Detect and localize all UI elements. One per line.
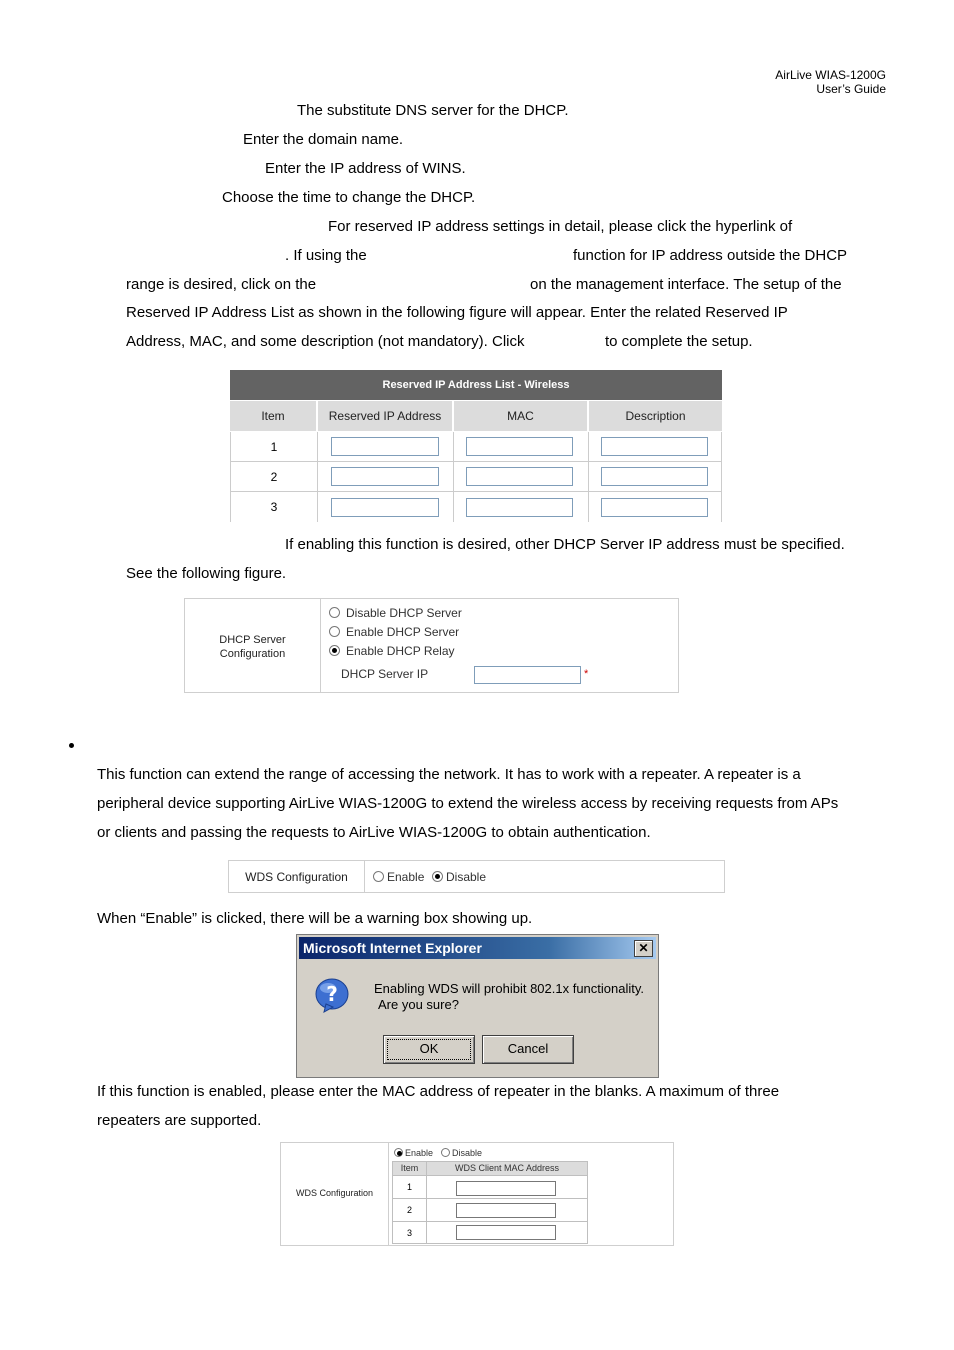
description-input[interactable] xyxy=(601,437,708,456)
col-wds-client-mac: WDS Client MAC Address xyxy=(426,1161,588,1176)
description-input[interactable] xyxy=(601,467,708,486)
required-mark: * xyxy=(584,668,589,680)
reserved-text-3a: range is desired, click on the xyxy=(126,276,317,293)
close-icon[interactable]: ✕ xyxy=(634,940,653,957)
radio-wds-enable[interactable]: Enable xyxy=(394,1147,433,1159)
mac-text-2: repeaters are supported. xyxy=(97,1112,262,1129)
reserved-ip-input[interactable] xyxy=(331,498,439,517)
radio-wds-disable[interactable]: Disable xyxy=(432,868,486,887)
dialog-message-1: Enabling WDS will prohibit 802.1x functionality. xyxy=(374,981,645,996)
description-input[interactable] xyxy=(601,498,708,517)
table-row-item: 3 xyxy=(392,1221,427,1244)
bullet-icon xyxy=(69,743,74,748)
radio-icon[interactable] xyxy=(329,626,340,637)
radio-enable-dhcp[interactable]: Enable DHCP Server xyxy=(329,623,459,642)
dns-text: The substitute DNS server for the DHCP. xyxy=(297,102,569,119)
cancel-button[interactable]: Cancel xyxy=(482,1035,574,1064)
table-row-item: 2 xyxy=(392,1198,427,1222)
wins-text: Enter the IP address of WINS. xyxy=(265,160,466,177)
reserved-text-5b: to complete the setup. xyxy=(605,333,753,350)
table-row-item: 1 xyxy=(392,1175,427,1199)
reserved-text-2a: . If using the xyxy=(285,247,367,264)
table-row-item: 2 xyxy=(230,462,318,492)
reserved-text-3b: on the management interface. The setup of the xyxy=(530,276,842,293)
radio-icon[interactable] xyxy=(441,1148,450,1157)
reserved-ip-input[interactable] xyxy=(331,437,439,456)
mac-input[interactable] xyxy=(466,437,573,456)
col-reserved-ip: Reserved IP Address xyxy=(318,401,452,431)
reserved-ip-input[interactable] xyxy=(331,467,439,486)
col-mac: MAC xyxy=(454,401,587,431)
wds-config-label: WDS Configuration xyxy=(245,870,348,884)
wds-config-label: WDS Configuration xyxy=(295,1188,374,1198)
wds-config-panel xyxy=(228,860,725,893)
col-description: Description xyxy=(589,401,722,431)
dhcp-config-label: DHCP Server Configuration xyxy=(219,634,286,660)
wds-text-1: This function can extend the range of accessing the network. It has to work with a repeater. A repeater is a xyxy=(97,766,801,783)
table-row-item: 1 xyxy=(230,432,318,462)
domain-text: Enter the domain name. xyxy=(243,131,404,148)
radio-selected-icon[interactable] xyxy=(329,645,340,656)
radio-wds-enable[interactable]: Enable xyxy=(373,868,424,887)
radio-wds-disable[interactable]: Disable xyxy=(441,1147,482,1159)
wds-mac-input[interactable] xyxy=(456,1225,556,1240)
reserved-ip-table xyxy=(230,370,722,521)
wds-text-3: or clients and passing the requests to AirLive WIAS-1200G to obtain authentication. xyxy=(97,824,651,841)
reserved-ip-table-title: Reserved IP Address List - Wireless xyxy=(230,370,722,400)
warning-text: When “Enable” is clicked, there will be a warning box showing up. xyxy=(97,910,533,927)
radio-icon[interactable] xyxy=(329,607,340,618)
wds-mac-input[interactable] xyxy=(456,1203,556,1218)
radio-enable-relay[interactable]: Enable DHCP Relay xyxy=(329,642,455,661)
table-row-item: 3 xyxy=(230,492,318,522)
header-product: AirLive WIAS-1200G xyxy=(775,68,886,82)
dialog-message-2: Are you sure? xyxy=(378,997,459,1012)
mac-text-1: If this function is enabled, please enter the MAC address of repeater in the blanks. A maximum of three xyxy=(97,1083,780,1100)
warning-dialog xyxy=(296,934,659,1078)
dhcp-server-ip-label: DHCP Server IP xyxy=(341,667,429,681)
wds-text-2: peripheral device supporting AirLive WIAS-1200G to extend the wireless access by receiving requests from APs xyxy=(97,795,839,812)
wds-mac-config-panel xyxy=(280,1142,674,1246)
radio-selected-icon[interactable] xyxy=(432,871,443,882)
reserved-text-1: For reserved IP address settings in detail, please click the hyperlink of xyxy=(328,218,793,235)
header-guide: User’s Guide xyxy=(816,82,886,96)
radio-icon[interactable] xyxy=(373,871,384,882)
dhcp-server-ip-input[interactable] xyxy=(474,666,581,684)
svg-text:?: ? xyxy=(326,982,338,1006)
mac-input[interactable] xyxy=(466,498,573,517)
question-icon xyxy=(314,977,348,1011)
dialog-title: Microsoft Internet Explorer xyxy=(303,940,482,956)
radio-disable-dhcp[interactable]: Disable DHCP Server xyxy=(329,604,462,623)
reserved-text-5a: Address, MAC, and some description (not mandatory). Click xyxy=(126,333,525,350)
reserved-text-2b: function for IP address outside the DHCP xyxy=(573,247,848,264)
relay-text-1: If enabling this function is desired, other DHCP Server IP address must be specified. xyxy=(285,536,845,553)
wds-mac-input[interactable] xyxy=(456,1181,556,1196)
reserved-text-4: Reserved IP Address List as shown in the following figure will appear. Enter the related Reserved IP xyxy=(126,304,788,321)
ok-button[interactable]: OK xyxy=(383,1035,475,1064)
col-item: Item xyxy=(392,1161,427,1176)
dhcp-server-config-panel xyxy=(184,598,679,693)
lease-text: Choose the time to change the DHCP. xyxy=(222,189,476,206)
radio-selected-icon[interactable] xyxy=(394,1148,403,1157)
mac-input[interactable] xyxy=(466,467,573,486)
relay-text-2: See the following figure. xyxy=(126,565,287,582)
col-item: Item xyxy=(230,401,316,431)
